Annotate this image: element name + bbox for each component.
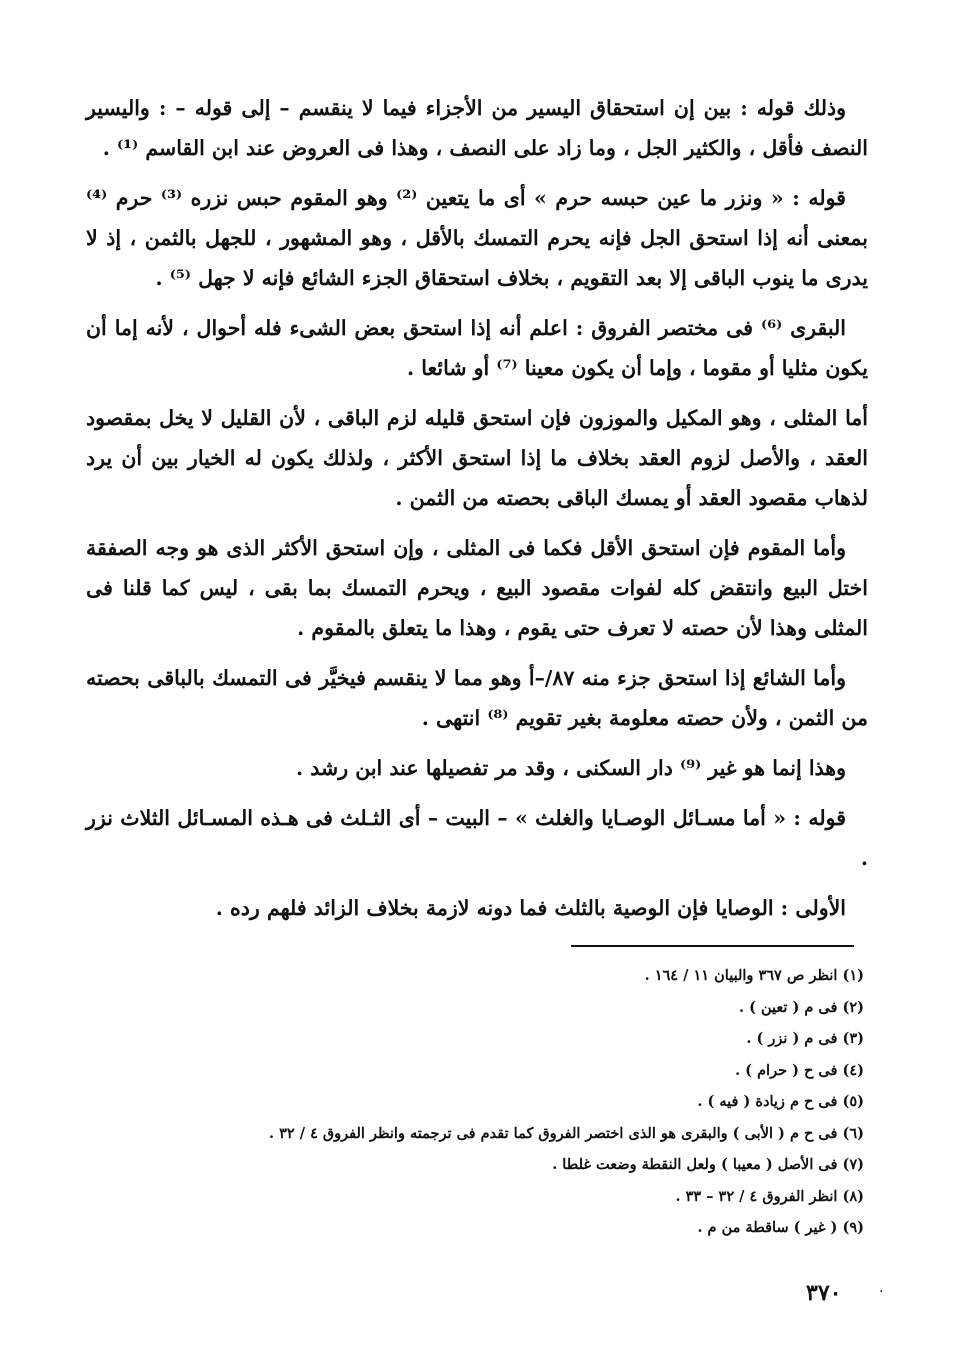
paragraph-2: قوله : « ونزر ما عين حبسه حرم » أى ما يتعين ⁽²⁾ وهو المقوم حبس نزره ⁽³⁾ حرم ⁽⁴⁾ بمعنى أنه إذا استحق الجل فإنه يحرم التمسك بالأقل ، وهو المشهور ، للجهل بالثمن ، إذ لا يدرى ما ينوب الباقى إلا بعد التقويم ، بخلاف استحقاق الجزء الشائع فإنه لا جهل ⁽⁵⁾ . (86, 186, 868, 290)
footnote-9: (٩) ( غير ) ساقطة من م . (697, 1219, 864, 1236)
paragraph-8: قوله : « أما مسـائل الوصـايا والغلث » – البيت – أى الثـلث فى هـذه المسـائل الثلاث نزر . (86, 806, 868, 870)
paragraph-1: وذلك قوله : بين إن استحقاق اليسير من الأجزاء فيما لا ينقسم – إلى قوله – : واليسير النصف فأقل ، والكثير الجل ، وما زاد على النصف ، وهذا فى العروض عند ابن القاسم ⁽¹⁾ . (86, 96, 868, 160)
footnote-1: (١) انظر ص ٣٦٧ والبيان ١١ / ١٦٤ . (644, 967, 864, 984)
footnote-4: (٤) فى ح ( حرام ) . (735, 1061, 864, 1079)
footnote-7: (٧) فى الأصل ( معيبا ) ولعل النقطة وضعت غلطا . (552, 1156, 864, 1173)
footnote-8: (٨) انظر الفروق ٤ / ٣٢ – ٣٣ . (675, 1187, 864, 1205)
footnotes (120, 960, 864, 1244)
paragraph-6: وأما الشائع إذا استحق جزء منه ٨٧/–أ وهو مما لا ينقسم فيخيَّر فى التمسك بالباقى بحصته من الثمن ، ولأن حصته معلومة بغير تقويم ⁽⁸⁾ انتهى . (86, 666, 868, 730)
footnote-divider (571, 945, 854, 947)
footnote-2: (٢) فى م ( تعين ) . (738, 998, 864, 1016)
paragraph-3: البقرى ⁽⁶⁾ فى مختصر الفروق : اعلم أنه إذا استحق بعض الشىء فله أحوال ، لأنه إما أن يكون مثليا أو مقوما ، وإما أن يكون معينا ⁽⁷⁾ أو شائعا . (86, 316, 868, 380)
footnote-5: (٥) فى ح م زيادة ( فيه ) . (697, 1093, 864, 1110)
paragraph-9 (86, 888, 868, 928)
paragraph-7: وهذا إنما هو غير ⁽⁹⁾ دار السكنى ، وقد مر تفصيلها عند ابن رشد . (296, 756, 846, 780)
page-number: ٣٧٠ (806, 1280, 842, 1306)
main-text (86, 88, 868, 938)
footnote-3: (٣) فى م ( نزر ) . (746, 1030, 864, 1047)
section-lead: الأولى : (780, 896, 846, 920)
footnote-6: (٦) فى ح م ( الأبى ) والبقرى هو الذى اختصر الفروق كما تقدم فى ترجمته وانظر الفروق ٤ / ٣٢ . (268, 1124, 864, 1142)
paragraph-9-text: الوصايا فإن الوصية بالثلث فما دونه لازمة بخلاف الزائد فلهم رده . (215, 896, 774, 920)
paragraph-5: وأما المقوم فإن استحق الأقل فكما فى المثلى ، وإن استحق الأكثر الذى هو وجه الصفقة اختل البيع وانتقض كله لفوات مقصود البيع ، ويحرم التمسك بما بقى ، ليس كما قلنا فى المثلى وهذا لأن حصته لا تعرف حتى يقوم ، وهذا ما يتعلق بالمقوم . (86, 536, 868, 640)
paragraph-4: أما المثلى ، وهو المكيل والموزون فإن استحق قليله لزم الباقى ، لأن القليل لا يخل بمقصود العقد ، والأصل لزوم العقد بخلاف ما إذا استحق الأكثر ، ولذلك يكون له الخيار بين أن يرد لذهاب مقصود العقد أو يمسك الباقى بحصته من الثمن . (86, 406, 868, 510)
margin-dot: · (879, 1284, 884, 1300)
